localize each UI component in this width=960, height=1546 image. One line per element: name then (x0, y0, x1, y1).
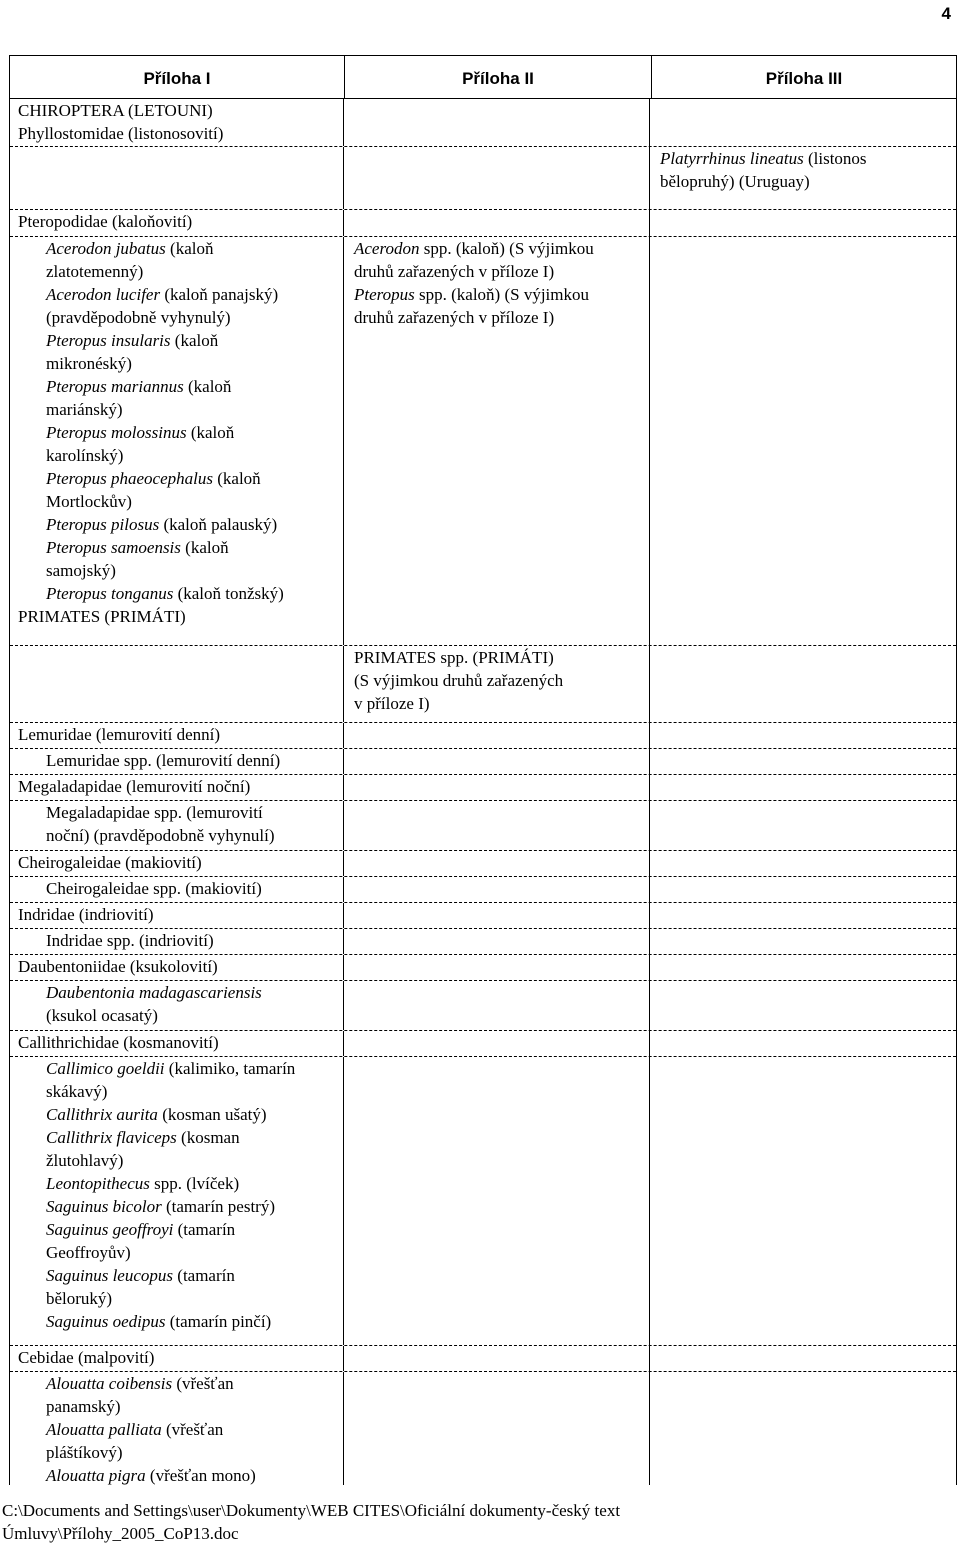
species-name: Saguinus bicolor (46, 1197, 162, 1216)
cell-line (18, 1395, 337, 1418)
cell-line (18, 1241, 337, 1264)
cell-text: Indridae spp. (indriovití) (46, 931, 214, 950)
species-name: Callithrix aurita (46, 1105, 158, 1124)
table-row (10, 209, 956, 236)
species-name: Acerodon lucifer (46, 285, 161, 304)
cell-line (18, 210, 337, 233)
table-cell (344, 851, 650, 876)
table-cell (344, 1057, 650, 1345)
cell-text: žlutohlavý) (46, 1151, 124, 1170)
species-name: Acerodon jubatus (46, 239, 166, 258)
common-name: (kalimiko, tamarín (164, 1059, 296, 1078)
common-name: (kaloň (165, 239, 214, 258)
header-annex-1: Příloha I (10, 56, 345, 98)
cell-text: Daubentoniidae (ksukolovití) (18, 957, 218, 976)
cell-text: Geoffroyův) (46, 1243, 131, 1262)
cell-line (18, 1464, 337, 1485)
table-cell (10, 1057, 344, 1345)
species-name: Callithrix flaviceps (46, 1128, 177, 1147)
table-cell (650, 1346, 956, 1371)
species-name: Pteropus tonganus (46, 584, 174, 603)
table-cell (10, 1372, 344, 1485)
table-header (10, 56, 956, 99)
table-cell (344, 801, 650, 850)
table-body (10, 99, 956, 1485)
common-name: spp. (lvíček) (149, 1174, 240, 1193)
table-cell (650, 903, 956, 928)
table-cell (344, 1031, 650, 1056)
cell-text: mikronéský) (46, 354, 132, 373)
table-cell (650, 723, 956, 748)
species-name: Daubentonia madagascariensis (46, 983, 262, 1002)
cell-line (18, 1310, 337, 1333)
cell-line (18, 398, 337, 421)
table-cell (650, 749, 956, 774)
species-name: Pteropus phaeocephalus (46, 469, 213, 488)
cell-line (18, 1441, 337, 1464)
table-row (10, 980, 956, 1030)
table-cell (650, 801, 956, 850)
cell-line (18, 99, 337, 122)
common-name: (kaloň (170, 331, 219, 350)
table-row (10, 928, 956, 954)
species-name: Pteropus samoensis (46, 538, 181, 557)
cell-line (18, 283, 337, 306)
cell-line (354, 669, 643, 692)
cell-text: skákavý) (46, 1082, 108, 1101)
common-name: (tamarín pinčí) (165, 1312, 272, 1331)
table-cell (10, 147, 344, 209)
cell-text: v příloze I) (354, 694, 430, 713)
species-name: Pteropus pilosus (46, 515, 160, 534)
table-cell (10, 851, 344, 876)
table-cell (10, 929, 344, 954)
cell-text: druhů zařazených v příloze I) (354, 308, 555, 327)
cell-line (18, 723, 337, 746)
cell-text: Megaladapidae spp. (lemurovití (46, 803, 263, 822)
cell-line (18, 1149, 337, 1172)
common-name: (listonos (803, 149, 867, 168)
table-cell (650, 775, 956, 800)
table-cell (10, 775, 344, 800)
species-name: Platyrrhinus lineatus (660, 149, 804, 168)
cell-line (18, 929, 337, 952)
table-row (10, 800, 956, 850)
common-name: spp. (kaloň) (S výjimkou (419, 239, 594, 258)
cell-text: Phyllostomidae (listonosovití) (18, 124, 224, 143)
table-cell (650, 1057, 956, 1345)
cell-text: pláštíkový) (46, 1443, 123, 1462)
table-cell (650, 237, 956, 645)
cell-text: druhů zařazených v příloze I) (354, 262, 555, 281)
cell-line (18, 260, 337, 283)
species-name: Pteropus insularis (46, 331, 171, 350)
cell-text: mariánský) (46, 400, 123, 419)
table-cell (344, 1346, 650, 1371)
cell-line (18, 421, 337, 444)
table-row (10, 1056, 956, 1345)
cell-line (354, 306, 643, 329)
cell-text: (S výjimkou druhů zařazených (354, 671, 564, 690)
cell-text: Lemuridae (lemurovití denní) (18, 725, 221, 744)
table-row (10, 902, 956, 928)
table-cell (10, 955, 344, 980)
cell-line (18, 490, 337, 513)
header-annex-2: Příloha II (345, 56, 652, 98)
common-name: (kosman ušatý) (157, 1105, 267, 1124)
cell-line (354, 646, 643, 669)
table-cell (10, 903, 344, 928)
footer-line: C:\Documents and Settings\user\Dokumenty\WEB CITES\Oficiální dokumenty-český text (2, 1501, 621, 1520)
cell-line (18, 444, 337, 467)
table-cell (10, 646, 344, 722)
cell-text: zlatotemenný) (46, 262, 144, 281)
table-cell (650, 1031, 956, 1056)
table-row (10, 1345, 956, 1371)
table-cell (10, 801, 344, 850)
table-row (10, 876, 956, 902)
cell-text: PRIMATES spp. (PRIMÁTI) (354, 648, 554, 667)
common-name: (kaloň (212, 469, 261, 488)
cell-line (354, 283, 643, 306)
table-cell (344, 99, 650, 146)
table-row (10, 645, 956, 722)
cell-text: Mortlockův) (46, 492, 132, 511)
cell-text: Callithrichidae (kosmanovití) (18, 1033, 219, 1052)
table-cell (10, 723, 344, 748)
species-name: Saguinus leucopus (46, 1266, 174, 1285)
cell-text: (ksukol ocasatý) (46, 1006, 158, 1025)
cell-line (18, 824, 337, 847)
cell-line (18, 1287, 337, 1310)
common-name: (tamarín (173, 1266, 235, 1285)
page-number: 4 (941, 4, 951, 23)
cell-text: Lemuridae spp. (lemurovití denní) (46, 751, 281, 770)
species-name: Pteropus mariannus (46, 377, 184, 396)
cell-text: PRIMATES (PRIMÁTI) (18, 607, 186, 626)
cell-text: Cebidae (malpovití) (18, 1348, 155, 1367)
table-cell (650, 210, 956, 236)
table-row (10, 954, 956, 980)
cell-text: Pteropodidae (kaloňovití) (18, 212, 193, 231)
cell-line (18, 1264, 337, 1287)
common-name: (vřešťan (161, 1420, 224, 1439)
table-cell (10, 99, 344, 146)
common-name: (kaloň panajský) (160, 285, 279, 304)
common-name: (kaloň palauský) (159, 515, 278, 534)
common-name: (tamarín (173, 1220, 236, 1239)
table-cell (344, 775, 650, 800)
cell-text: běloruký) (46, 1289, 113, 1308)
cell-line (18, 1372, 337, 1395)
cell-line (18, 981, 337, 1004)
cell-line (18, 1346, 337, 1369)
table-cell (650, 929, 956, 954)
species-name: Saguinus oedipus (46, 1312, 166, 1331)
cell-text: noční) (pravděpodobně vyhynulí) (46, 826, 275, 845)
cell-line (18, 122, 337, 145)
cell-line (354, 692, 643, 715)
cell-line (660, 147, 950, 170)
cell-line (354, 237, 643, 260)
table-row (10, 99, 956, 146)
table-cell (344, 955, 650, 980)
cell-text: bělopruhý) (Uruguay) (660, 172, 810, 191)
table-cell (650, 147, 956, 209)
cell-line (18, 329, 337, 352)
common-name: (kosman (176, 1128, 240, 1147)
table-cell (650, 955, 956, 980)
cell-line (18, 749, 337, 772)
table-row (10, 146, 956, 209)
cell-line (18, 955, 337, 978)
cell-line (18, 877, 337, 900)
common-name: (kaloň (183, 377, 232, 396)
table-row (10, 236, 956, 645)
cell-line (18, 467, 337, 490)
table-cell (344, 237, 650, 645)
cell-line (18, 801, 337, 824)
cell-line (18, 1418, 337, 1441)
common-name: (vřešťan (172, 1374, 234, 1393)
table-cell (650, 851, 956, 876)
species-name: Pteropus molossinus (46, 423, 187, 442)
cell-line (18, 605, 337, 628)
table-row (10, 850, 956, 876)
common-name: (vřešťan mono) (145, 1466, 256, 1485)
cell-line (18, 513, 337, 536)
cell-line (18, 559, 337, 582)
cell-line (18, 851, 337, 874)
cell-line (18, 903, 337, 926)
table-cell (650, 877, 956, 902)
table-cell (650, 646, 956, 722)
table-cell (10, 981, 344, 1030)
table-cell (10, 749, 344, 774)
table-cell (10, 237, 344, 645)
cell-line (354, 260, 643, 283)
annex-table (9, 55, 957, 1485)
table-row (10, 748, 956, 774)
table-cell (344, 147, 650, 209)
table-row (10, 1371, 956, 1485)
cell-text: Megaladapidae (lemurovití noční) (18, 777, 251, 796)
cell-line (18, 1126, 337, 1149)
cell-line (18, 1103, 337, 1126)
cell-line (18, 1218, 337, 1241)
table-cell (10, 1031, 344, 1056)
footer-line: Úmluvy\Přílohy_2005_CoP13.doc (2, 1524, 239, 1543)
table-cell (344, 646, 650, 722)
cell-line (660, 170, 950, 193)
common-name: (kaloň tonžský) (173, 584, 284, 603)
common-name: (kaloň (186, 423, 235, 442)
species-name: Alouatta palliata (46, 1420, 162, 1439)
table-row (10, 722, 956, 748)
cell-line (18, 1195, 337, 1218)
cell-line (18, 536, 337, 559)
table-cell (344, 749, 650, 774)
table-cell (344, 723, 650, 748)
cell-text: Indridae (indriovití) (18, 905, 154, 924)
species-name: Leontopithecus (46, 1174, 150, 1193)
table-cell (344, 877, 650, 902)
cell-line (18, 1057, 337, 1080)
cell-text: CHIROPTERA (LETOUNI) (18, 101, 213, 120)
file-path-footer (2, 1499, 620, 1545)
cell-line (18, 1080, 337, 1103)
table-cell (10, 877, 344, 902)
table-cell (650, 99, 956, 146)
table-cell (344, 981, 650, 1030)
species-name: Alouatta coibensis (46, 1374, 173, 1393)
table-row (10, 1030, 956, 1056)
cell-line (18, 1004, 337, 1027)
cell-text: panamský) (46, 1397, 121, 1416)
cell-line (18, 237, 337, 260)
table-row (10, 774, 956, 800)
table-cell (10, 210, 344, 236)
cell-text: samojský) (46, 561, 116, 580)
header-annex-3: Příloha III (765, 68, 843, 88)
species-name: Acerodon (354, 239, 420, 258)
table-cell (650, 981, 956, 1030)
table-cell (344, 929, 650, 954)
cell-line (18, 775, 337, 798)
cell-line (18, 352, 337, 375)
cell-text: karolínský) (46, 446, 124, 465)
species-name: Alouatta pigra (46, 1466, 146, 1485)
cell-line (18, 375, 337, 398)
cell-line (18, 1172, 337, 1195)
table-cell (344, 210, 650, 236)
cell-text: (pravděpodobně vyhynulý) (46, 308, 231, 327)
table-cell (10, 1346, 344, 1371)
common-name: spp. (kaloň) (S výjimkou (414, 285, 590, 304)
species-name: Saguinus geoffroyi (46, 1220, 174, 1239)
cell-line (18, 582, 337, 605)
table-cell (344, 1372, 650, 1485)
common-name: (tamarín pestrý) (161, 1197, 275, 1216)
table-cell (650, 1372, 956, 1485)
cell-line (18, 306, 337, 329)
species-name: Pteropus (354, 285, 415, 304)
species-name: Callimico goeldii (46, 1059, 165, 1078)
cell-text: Cheirogaleidae (makiovití) (18, 853, 202, 872)
common-name: (kaloň (180, 538, 229, 557)
cell-text: Cheirogaleidae spp. (makiovití) (46, 879, 262, 898)
table-cell (344, 903, 650, 928)
cell-line (18, 1031, 337, 1054)
